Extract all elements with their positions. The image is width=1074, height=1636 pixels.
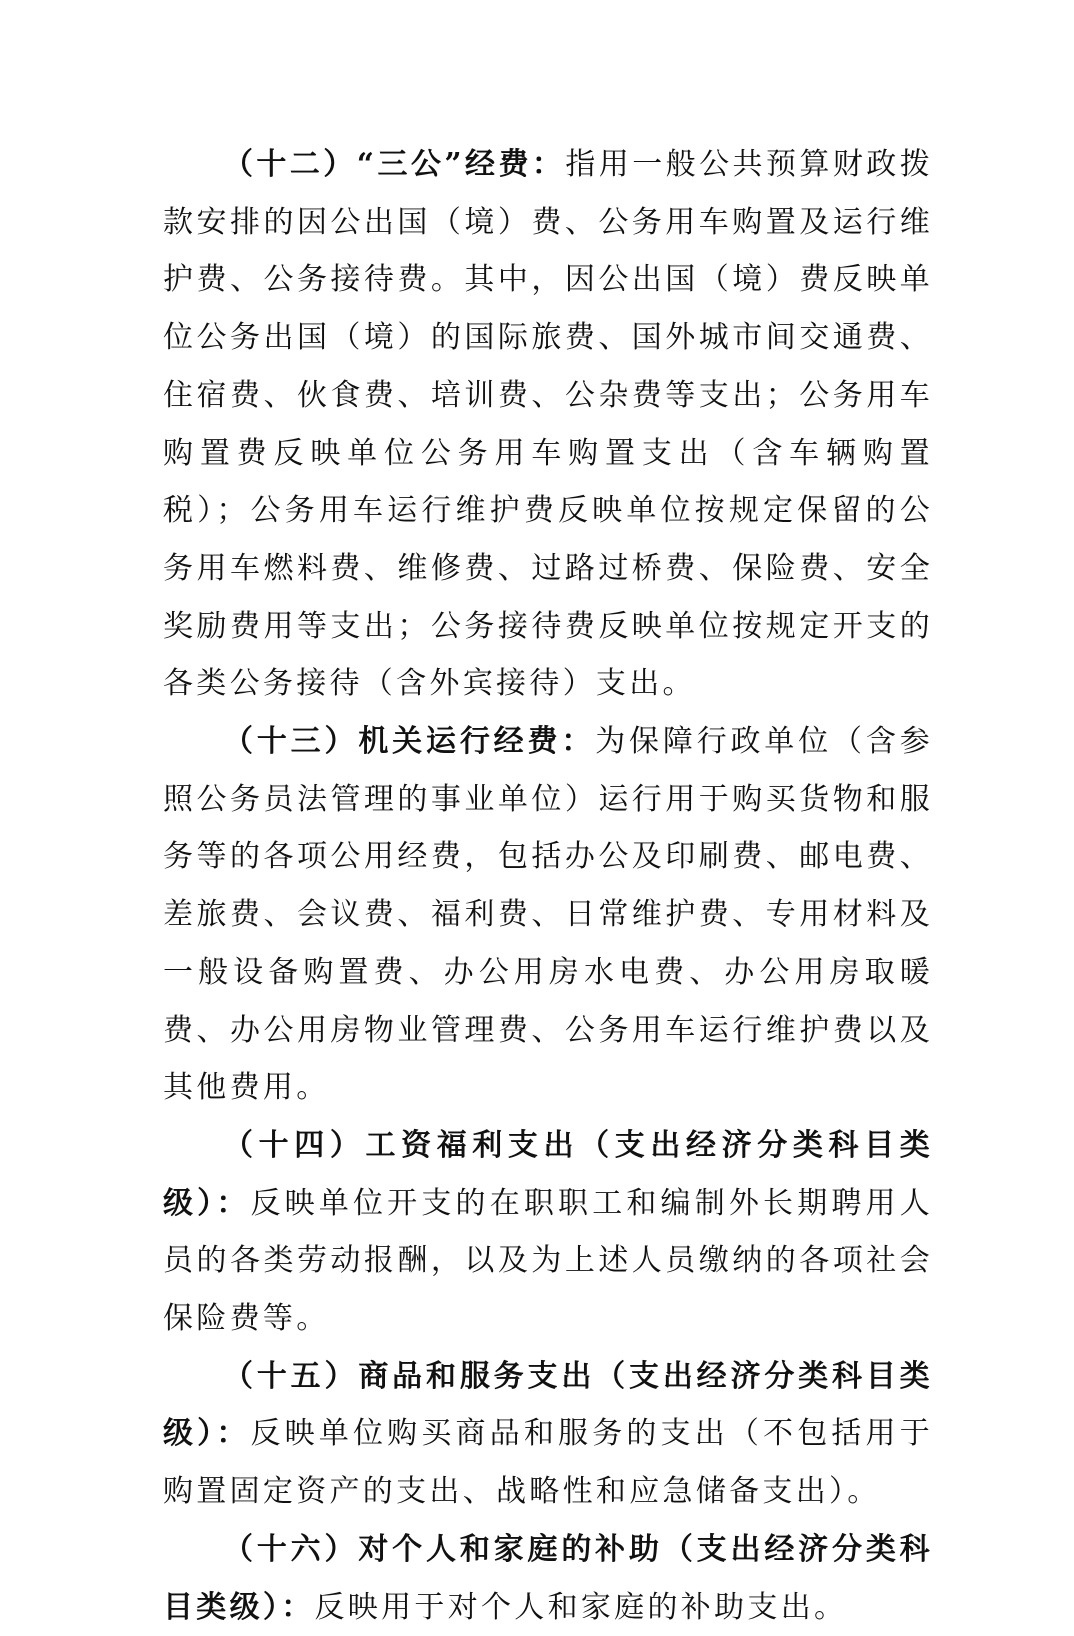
paragraph-heading: （十五）商品和服务支出（支出经济分类科目类级）： <box>163 1358 933 1452</box>
paragraph-text: 反映单位购买商品和服务的支出（不包括用于购置固定资产的支出、战略性和应急储备支出）。 <box>163 1416 934 1510</box>
paragraph-text: 反映单位开支的在职职工和编制外长期聘用人员的各类劳动报酬，以及为上述人员缴纳的各项社会保险费等。 <box>163 1185 934 1337</box>
document-body <box>163 136 933 1636</box>
paragraph-14 <box>163 1117 933 1348</box>
paragraph-text: 为保障行政单位（含参照公务员法管理的事业单位）运行用于购买货物和服务等的各项公用经费，包括办公及印刷费、邮电费、差旅费、会议费、福利费、日常维护费、专用材料及一般设备购置费、办公用房水电费、办公用房取暖费、办公用房物业管理费、公务用车运行维护费以及其他费用。 <box>163 724 933 1106</box>
paragraph-15 <box>163 1348 933 1521</box>
paragraph-text: 反映用于对个人和家庭的补助支出。 <box>314 1589 848 1625</box>
paragraph-text: 指用一般公共预算财政拨款安排的因公出国（境）费、公务用车购置及运行维护费、公务接待费。其中，因公出国（境）费反映单位公务出国（境）的国际旅费、国外城市间交通费、住宿费、伙食费、培训费、公杂费等支出；公务用车购置费反映单位公务用车购置支出（含车辆购置税）；公务用车运行维护费反映单位按规定保留的公务用车燃料费、维修费、过路过桥费、保险费、安全奖励费用等支出；公务接待费反映单位按规定开支的各类公务接待（含外宾接待）支出。 <box>163 147 933 702</box>
paragraph-heading: （十六）对个人和家庭的补助（支出经济分类科目类级）： <box>163 1531 933 1625</box>
paragraph-13 <box>163 713 933 1117</box>
paragraph-12 <box>163 136 933 713</box>
paragraph-heading: （十二）“三公”经费： <box>223 147 566 182</box>
paragraph-heading: （十三）机关运行经费： <box>223 724 596 760</box>
paragraph-heading: （十四）工资福利支出（支出经济分类科目类级）： <box>163 1127 933 1221</box>
paragraph-16 <box>163 1521 933 1636</box>
